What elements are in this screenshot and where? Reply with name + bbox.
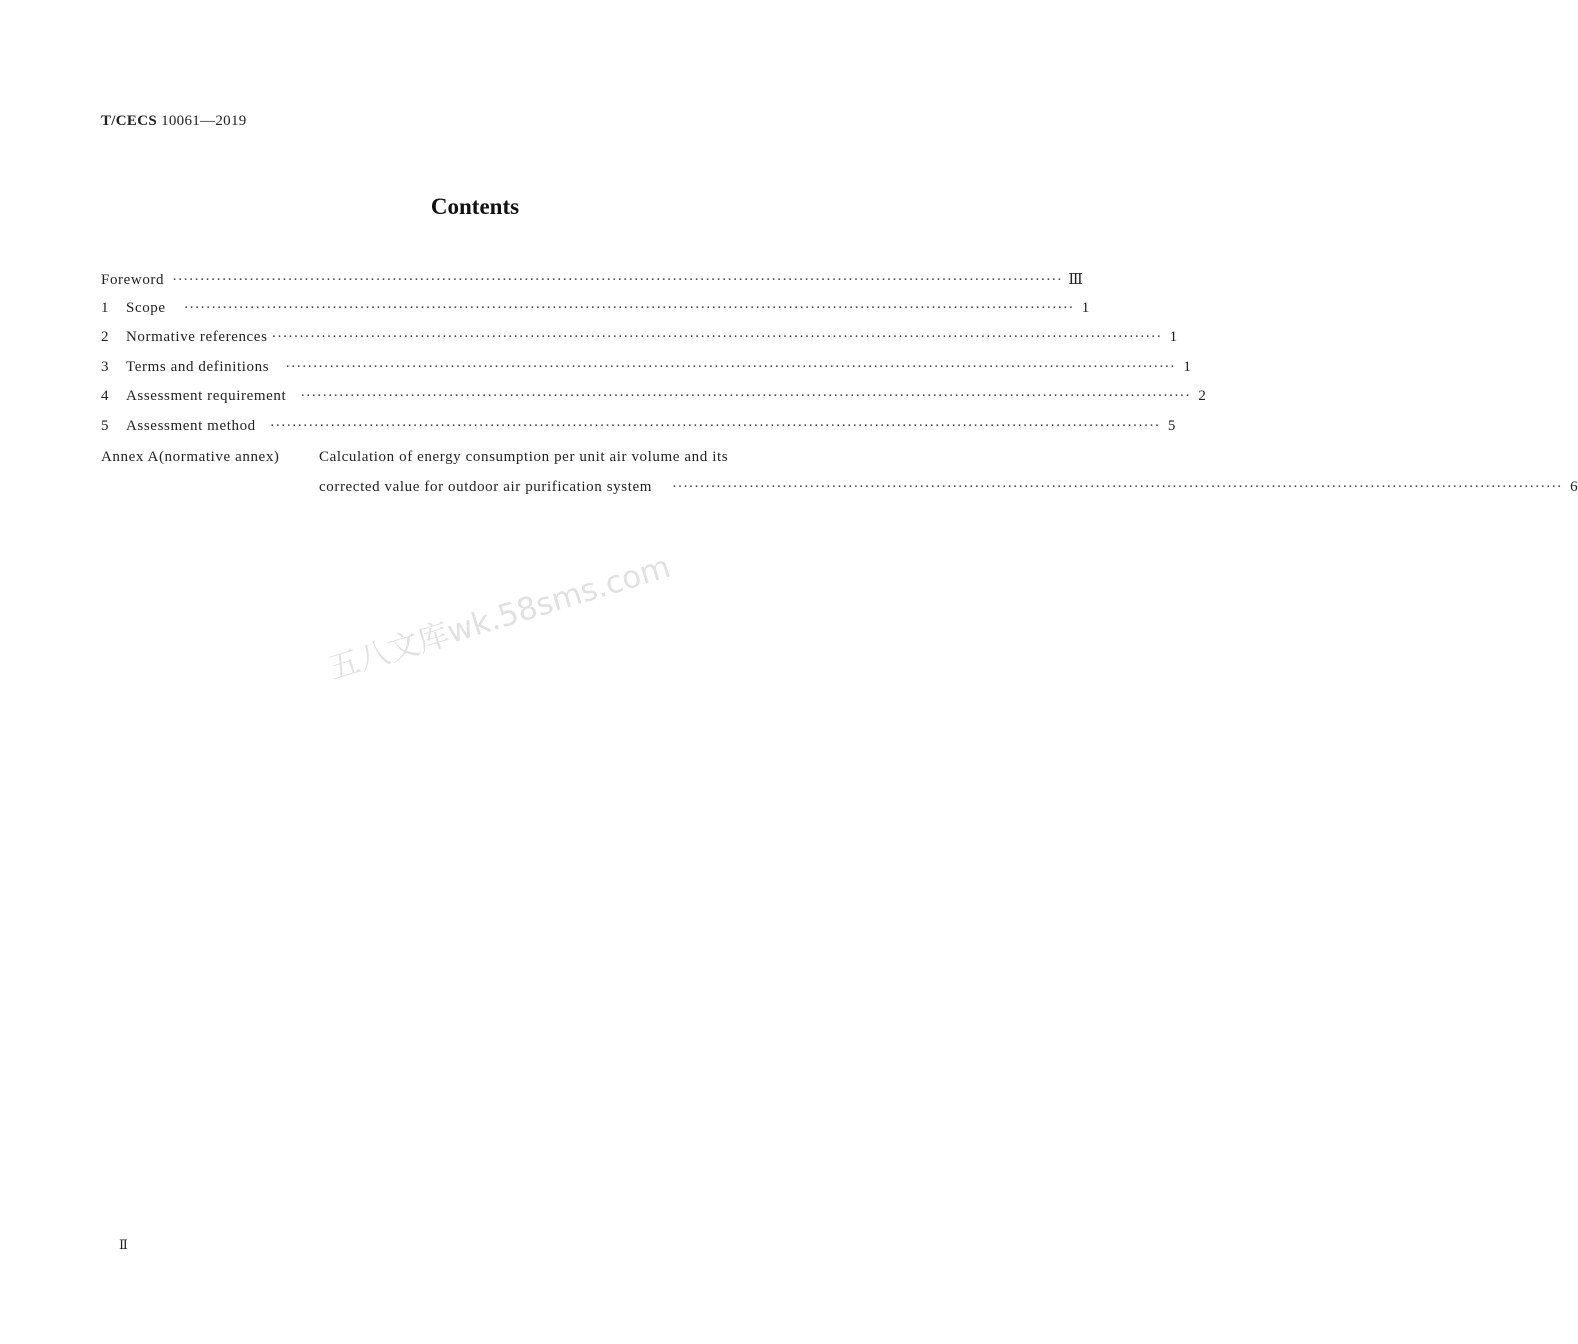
toc-entry-number: 1 <box>101 299 110 316</box>
toc-entry-label: Normative references <box>126 329 268 345</box>
toc-entry-assessment-method[interactable] <box>101 417 1176 448</box>
toc-entry-label: Foreword <box>101 272 165 288</box>
toc-entry-terms-and-definitions[interactable] <box>101 358 1192 389</box>
toc-leader-dots <box>272 329 1162 346</box>
toc-leader-dots <box>270 418 1160 435</box>
table-of-contents <box>101 270 1578 506</box>
toc-entry-page: 2 <box>1198 388 1207 404</box>
toc-entry-foreword[interactable] <box>101 270 1084 300</box>
annex-title-line-1: Calculation of energy consumption per unit air volume and its <box>319 449 729 465</box>
toc-entry-page: 1 <box>1183 358 1192 375</box>
toc-entry-label: Assessment requirement <box>126 388 287 404</box>
toc-entry-page: 1 <box>1081 299 1090 316</box>
toc-leader-dots <box>672 477 1562 497</box>
toc-entry-label: Assessment method <box>126 417 256 434</box>
toc-leader-dots <box>172 272 1062 289</box>
toc-entry-label: Scope <box>126 299 166 316</box>
toc-leader-dots <box>300 388 1190 405</box>
toc-entry-number: 2 <box>101 329 110 345</box>
toc-entry-annex-a[interactable] <box>101 447 1578 506</box>
toc-entry-normative-references[interactable] <box>101 329 1178 359</box>
toc-entry-page: 5 <box>1167 417 1176 434</box>
annex-title-line-2: corrected value for outdoor air purification system <box>319 478 652 495</box>
toc-leader-dots <box>184 300 1074 317</box>
toc-entry-number: 3 <box>101 358 110 375</box>
footer-page-number: Ⅱ <box>119 1237 128 1252</box>
toc-leader-dots <box>285 359 1175 376</box>
document-number: 10061—2019 <box>161 113 247 129</box>
toc-entry-label: Terms and definitions <box>126 358 270 375</box>
toc-entry-number: 5 <box>101 417 110 434</box>
toc-entry-page: 1 <box>1169 329 1178 345</box>
toc-entry-scope[interactable] <box>101 299 1090 330</box>
toc-entry-label: Annex A(normative annex) <box>101 449 280 465</box>
watermark: 五八文库wk.58sms.com <box>324 548 675 688</box>
toc-entry-page: 6 <box>1570 478 1578 495</box>
page-title: Contents <box>430 194 520 219</box>
document-code <box>101 113 247 130</box>
toc-entry-assessment-requirement[interactable] <box>101 388 1207 418</box>
toc-entry-page: Ⅲ <box>1068 272 1084 288</box>
toc-entry-number: 4 <box>101 388 110 404</box>
document-series: T/CECS <box>101 113 157 129</box>
